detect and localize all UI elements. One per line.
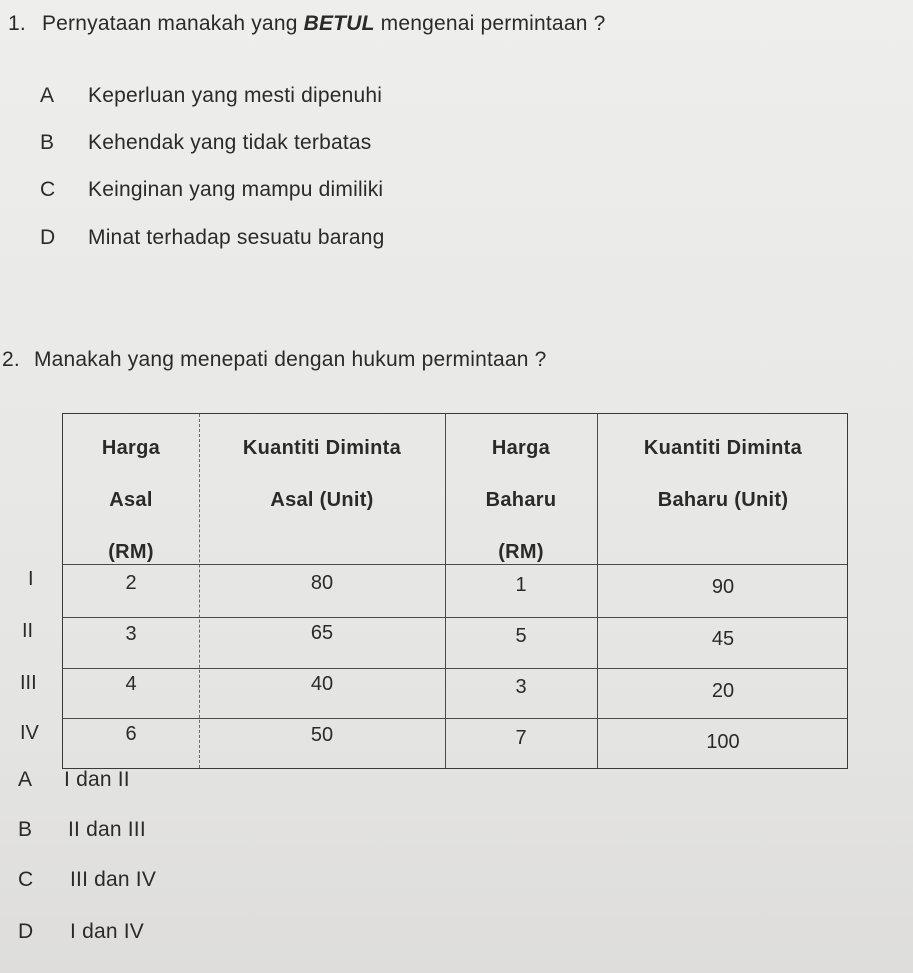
header-line: Asal (109, 489, 153, 511)
header-line: (RM) (498, 541, 544, 563)
row-label-i: I (28, 568, 34, 590)
q1-option-d-text: Minat terhadap sesuatu barang (88, 226, 385, 249)
table-cell: 20 (711, 680, 735, 702)
q1-option-d[interactable] (40, 226, 385, 250)
table-cell: 4 (125, 673, 137, 695)
q1-option-a-text: Keperluan yang mesti dipenuhi (88, 84, 383, 107)
table-cell: 5 (515, 625, 527, 647)
table-cell: 3 (515, 676, 527, 698)
q1-option-d-letter: D (40, 226, 56, 249)
q2-option-b[interactable] (18, 818, 146, 842)
q2-option-d-letter: D (18, 920, 34, 943)
table-header-qty-new (597, 422, 849, 526)
table-cell: 80 (310, 572, 334, 594)
question-1 (8, 12, 606, 36)
table-cell: 65 (310, 622, 334, 644)
q2-option-b-letter: B (18, 818, 33, 841)
table-cell: 7 (515, 727, 527, 749)
header-line: Asal (Unit) (270, 489, 374, 511)
table-header-qty-old (199, 422, 445, 526)
q2-option-d-text: I dan IV (70, 920, 144, 943)
row-label-iv: IV (20, 722, 39, 744)
q2-option-c-text: III dan IV (70, 868, 157, 891)
q1-option-c[interactable] (40, 178, 383, 202)
table-cell: 2 (125, 572, 137, 594)
question-2-text: Manakah yang menepati dengan hukum permintaan ? (33, 348, 547, 371)
header-line: (RM) (108, 541, 154, 563)
table-header-price-new (445, 422, 597, 578)
question-1-emphasis: BETUL (303, 12, 375, 35)
table-cell: 1 (515, 574, 527, 596)
question-1-number: 1. (8, 12, 26, 35)
header-line: Harga (491, 437, 551, 459)
q1-option-c-text: Keinginan yang mampu dimiliki (88, 178, 384, 201)
q2-option-a-letter: A (18, 768, 33, 791)
table-cell: 6 (125, 723, 137, 745)
demand-table (62, 413, 848, 769)
header-line: Kuantiti Diminta (242, 437, 402, 459)
table-cell: 50 (310, 724, 334, 746)
question-1-text-before: Pernyataan manakah yang (41, 12, 304, 35)
header-line: Harga (101, 437, 161, 459)
question-2 (2, 348, 547, 372)
q1-option-b-letter: B (40, 131, 55, 154)
q1-option-a[interactable] (40, 84, 382, 108)
question-2-number: 2. (2, 348, 20, 371)
q1-option-b[interactable] (40, 131, 371, 155)
row-label-ii: II (22, 620, 34, 642)
row-label-iii: III (20, 672, 37, 694)
q2-option-b-text: II dan III (68, 818, 146, 841)
header-line: Baharu (Unit) (657, 489, 789, 511)
q2-option-a-text: I dan II (64, 768, 130, 791)
table-row-divider (63, 718, 847, 719)
table-cell: 40 (310, 673, 334, 695)
q1-option-a-letter: A (40, 84, 55, 107)
q2-option-c[interactable] (18, 868, 156, 892)
q1-option-b-text: Kehendak yang tidak terbatas (88, 131, 372, 154)
header-line: Baharu (485, 489, 557, 511)
header-line: Kuantiti Diminta (643, 437, 803, 459)
table-cell: 90 (711, 576, 735, 598)
table-cell: 3 (125, 623, 137, 645)
table-row-divider (63, 668, 847, 669)
table-header-price-old (63, 422, 199, 578)
question-1-text-after: mengenai permintaan ? (374, 12, 606, 35)
table-cell: 100 (706, 731, 740, 753)
q2-option-c-letter: C (18, 868, 34, 891)
q2-option-d[interactable] (18, 920, 144, 944)
q2-option-a[interactable] (18, 768, 130, 792)
q1-option-c-letter: C (40, 178, 56, 201)
table-cell: 45 (711, 628, 735, 650)
table-row-divider (63, 617, 847, 618)
